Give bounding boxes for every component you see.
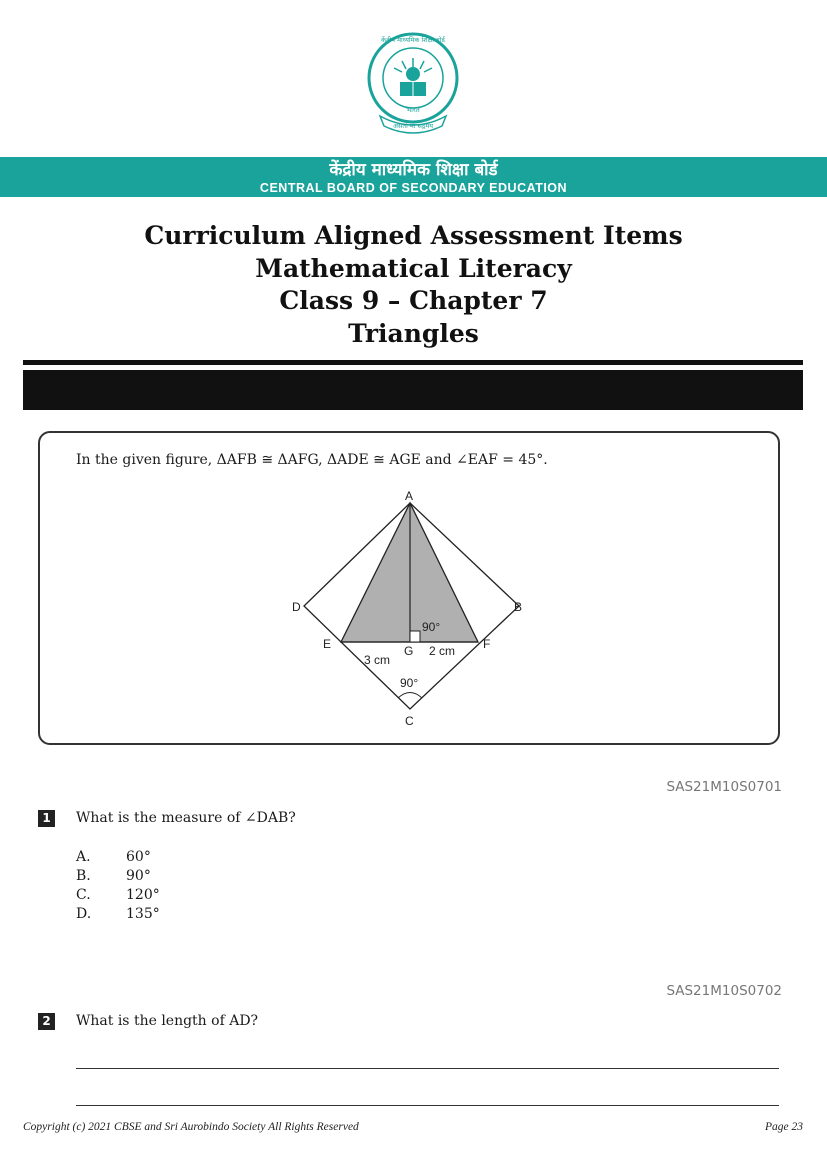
label-c: C xyxy=(405,714,414,728)
cbse-logo xyxy=(362,30,464,140)
option-letter-b: B. xyxy=(76,868,91,884)
logo-bharat-text: भारत xyxy=(406,106,420,114)
option-value-c[interactable]: 120° xyxy=(126,887,160,903)
right-angle-mark-g xyxy=(410,631,420,642)
option-value-a[interactable]: 60° xyxy=(126,849,151,865)
label-f: F xyxy=(483,637,491,651)
question-code-2: SAS21M10S0702 xyxy=(666,983,782,999)
answer-line-2[interactable] xyxy=(76,1105,779,1106)
section-bar xyxy=(23,370,803,410)
title-line-3: Class 9 – Chapter 7 xyxy=(279,286,548,315)
context-stem: In the given figure, ΔAFB ≅ ΔAFG, ΔADE ≅ AGE and ∠EAF = 45°. xyxy=(76,452,548,468)
footer-page-number: Page 23 xyxy=(764,1121,803,1133)
question-text-1: What is the measure of ∠DAB? xyxy=(76,810,296,826)
angle-arc-c xyxy=(398,693,422,699)
option-letter-c: C. xyxy=(76,887,91,903)
label-g: G xyxy=(404,644,414,658)
label-eg: 3 cm xyxy=(364,653,391,667)
divider-rule xyxy=(23,360,803,365)
question-number-1: 1 xyxy=(38,810,55,827)
title-line-2: Mathematical Literacy xyxy=(255,253,572,283)
label-e: E xyxy=(323,637,332,651)
label-gf: 2 cm xyxy=(429,644,456,658)
answer-line-1[interactable] xyxy=(76,1068,779,1069)
logo-ring-text: केंद्रीय माध्यमिक शिक्षा बोर्ड xyxy=(381,36,445,44)
document-title-block xyxy=(0,220,827,350)
option-value-d[interactable]: 135° xyxy=(126,906,160,922)
option-letter-d: D. xyxy=(76,906,92,922)
option-value-b[interactable]: 90° xyxy=(126,868,151,884)
title-line-1: Curriculum Aligned Assessment Items xyxy=(144,221,683,250)
label-angle-g: 90° xyxy=(422,620,441,634)
board-name-english: CENTRAL BOARD OF SECONDARY EDUCATION xyxy=(259,181,568,195)
label-d: D xyxy=(292,600,301,614)
label-a: A xyxy=(405,489,414,503)
question-code-1: SAS21M10S0701 xyxy=(666,779,782,795)
board-name-hindi: केंद्रीय माध्यमिक शिक्षा बोर्ड xyxy=(329,160,498,180)
label-b: B xyxy=(514,600,523,614)
board-name-band xyxy=(0,157,827,197)
question-text-2: What is the length of AD? xyxy=(76,1013,259,1029)
footer-copyright: Copyright (c) 2021 CBSE and Sri Aurobindo Society All Rights Reserved xyxy=(23,1121,359,1133)
title-line-4: Triangles xyxy=(348,318,479,348)
logo-motto-text: असतो मा सद्गमय xyxy=(393,122,433,130)
label-angle-c: 90° xyxy=(400,676,419,690)
question-number-2: 2 xyxy=(38,1013,55,1030)
triangle-figure xyxy=(286,483,534,735)
option-letter-a: A. xyxy=(76,849,91,865)
